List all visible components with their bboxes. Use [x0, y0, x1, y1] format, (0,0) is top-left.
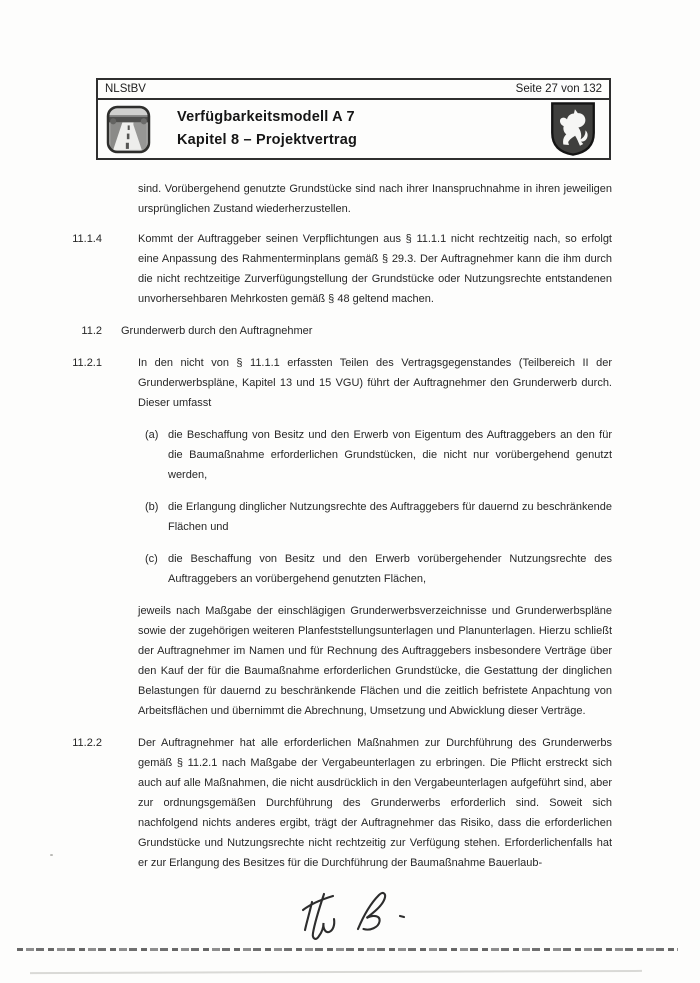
list-item-text: die Beschaffung von Besitz und den Erwerb von Eigentum des Auftraggebers an den für die Baumaßnahme erforderlichen Grundstücken, die nicht nur vorübergehend genutzt werden,: [168, 429, 612, 481]
list-label: (c): [145, 553, 158, 565]
section-number-empty: [70, 549, 102, 589]
handwritten-initials: [300, 888, 426, 942]
list-label: (b): [145, 501, 159, 513]
header-main-row: [98, 100, 609, 158]
page-header: [96, 78, 611, 160]
scan-artifact-dashed-line: [17, 948, 678, 951]
document-titles: [177, 106, 357, 152]
section-number: 11.2: [81, 325, 102, 337]
header-top-row: [98, 80, 609, 100]
paragraph-text: sind. Vorübergehend genutzte Grundstücke sind nach ihrer Inanspruchnahme in ihren jeweiligen ursprünglichen Zustand wiederherzustellen.: [138, 183, 612, 215]
section-number-empty: [70, 497, 102, 537]
section-11-2-2: [70, 733, 612, 873]
section-11-1-4: [70, 229, 612, 309]
section-11-2-1: [70, 353, 612, 413]
paragraph-text: jeweils nach Maßgabe der einschlägigen Grunderwerbsverzeichnisse und Grunderwerbspläne sowie der zugehörigen weiteren Planfeststellungsunterlagen und Planunterlagen. Hierzu schließt der Auftragnehmer im Namen und für Rechnung des Auftraggebers insbesondere Verträge über den Kauf der für die Baumaßnahme erforderlichen Grundstücke, die Gestattung der dinglichen Belastungen für dauernd zu beschränkende Flächen und die zeitlich befristete Anpachtung von Arbeitsflächen und übernimmt die Abrechnung, Umsetzung und Abwicklung dieser Verträge.: [138, 605, 612, 717]
list-item-a: [70, 425, 612, 485]
paragraph-continuation-from-previous-page: [70, 179, 612, 219]
document-title: Verfügbarkeitsmodell A 7: [177, 109, 355, 125]
list-item-text: die Beschaffung von Besitz und den Erwerb vorübergehender Nutzungsrechte des Auftraggebers an vorübergehend genutzten Flächen,: [168, 553, 612, 585]
section-number: 11.2.2: [72, 737, 102, 749]
scan-artifact-faint-line: [30, 970, 642, 974]
list-item-c: [70, 549, 612, 589]
section-number: 11.1.4: [72, 233, 102, 245]
paragraph-text: Der Auftragnehmer hat alle erforderlichen Maßnahmen zur Durchführung des Grunderwerbs gemäß § 11.2.1 nach Maßgabe der Vergabeunterlagen zu erbringen. Die Pflicht erstreckt sich auch auf alle Maßnahmen, die nicht ausdrücklich in den Vergabeunterlagen aufgeführt sind, aber zur ordnungsgemäßen Durchführung des Grunderwerbs erforderlich sind. Soweit sich nachfolgend nichts anderes ergibt, trägt der Auftragnehmer das Risiko, dass die erforderlichen Grundstücke und Nutzungsrechte nicht rechtzeitig zur Verfügung stehen. Erforderlichenfalls hat er zur Erlangung des Besitzes für die Durchführung der Baumaßnahme Bauerlaub-: [138, 737, 612, 869]
lower-saxony-crest-icon: [549, 101, 597, 157]
list-label: (a): [145, 429, 159, 441]
section-11-2-heading: [70, 321, 612, 341]
section-11-2-1-continuation: [70, 601, 612, 721]
highway-logo-icon: [106, 105, 151, 154]
scan-speck: [50, 854, 53, 856]
section-number: 11.2.1: [72, 357, 102, 369]
document-subtitle: Kapitel 8 – Projektvertrag: [177, 132, 358, 148]
page-counter: Seite 27 von 132: [515, 83, 602, 95]
paragraph-text: Kommt der Auftraggeber seinen Verpflichtungen aus § 11.1.1 nicht rechtzeitig nach, so erfolgt eine Anpassung des Rahmenterminplans gemäß § 29.3. Der Auftragnehmer kann die ihm durch die nicht rechtzeitige Zurverfügungstellung der Grundstücke oder Nutzungsrechte entstandenen unvorhersehbaren Mehrkosten gemäß § 48 geltend machen.: [138, 233, 612, 305]
section-number-empty: [70, 425, 102, 485]
section-heading-text: Grunderwerb durch den Auftragnehmer: [121, 325, 313, 337]
list-item-text: die Erlangung dinglicher Nutzungsrechte des Auftraggebers für dauernd zu beschränkende Flächen und: [168, 501, 612, 533]
paragraph-text: In den nicht von § 11.1.1 erfassten Teilen des Vertragsgegenstandes (Teilbereich II der Grunderwerbspläne, Kapitel 13 und 15 VGU) führt der Auftragnehmer den Grunderwerb durch. Dieser umfasst: [138, 357, 612, 409]
section-number-empty: [70, 179, 102, 219]
document-body: [70, 179, 612, 873]
section-number-empty: [70, 601, 102, 721]
list-item-b: [70, 497, 612, 537]
org-abbreviation: NLStBV: [105, 83, 146, 95]
